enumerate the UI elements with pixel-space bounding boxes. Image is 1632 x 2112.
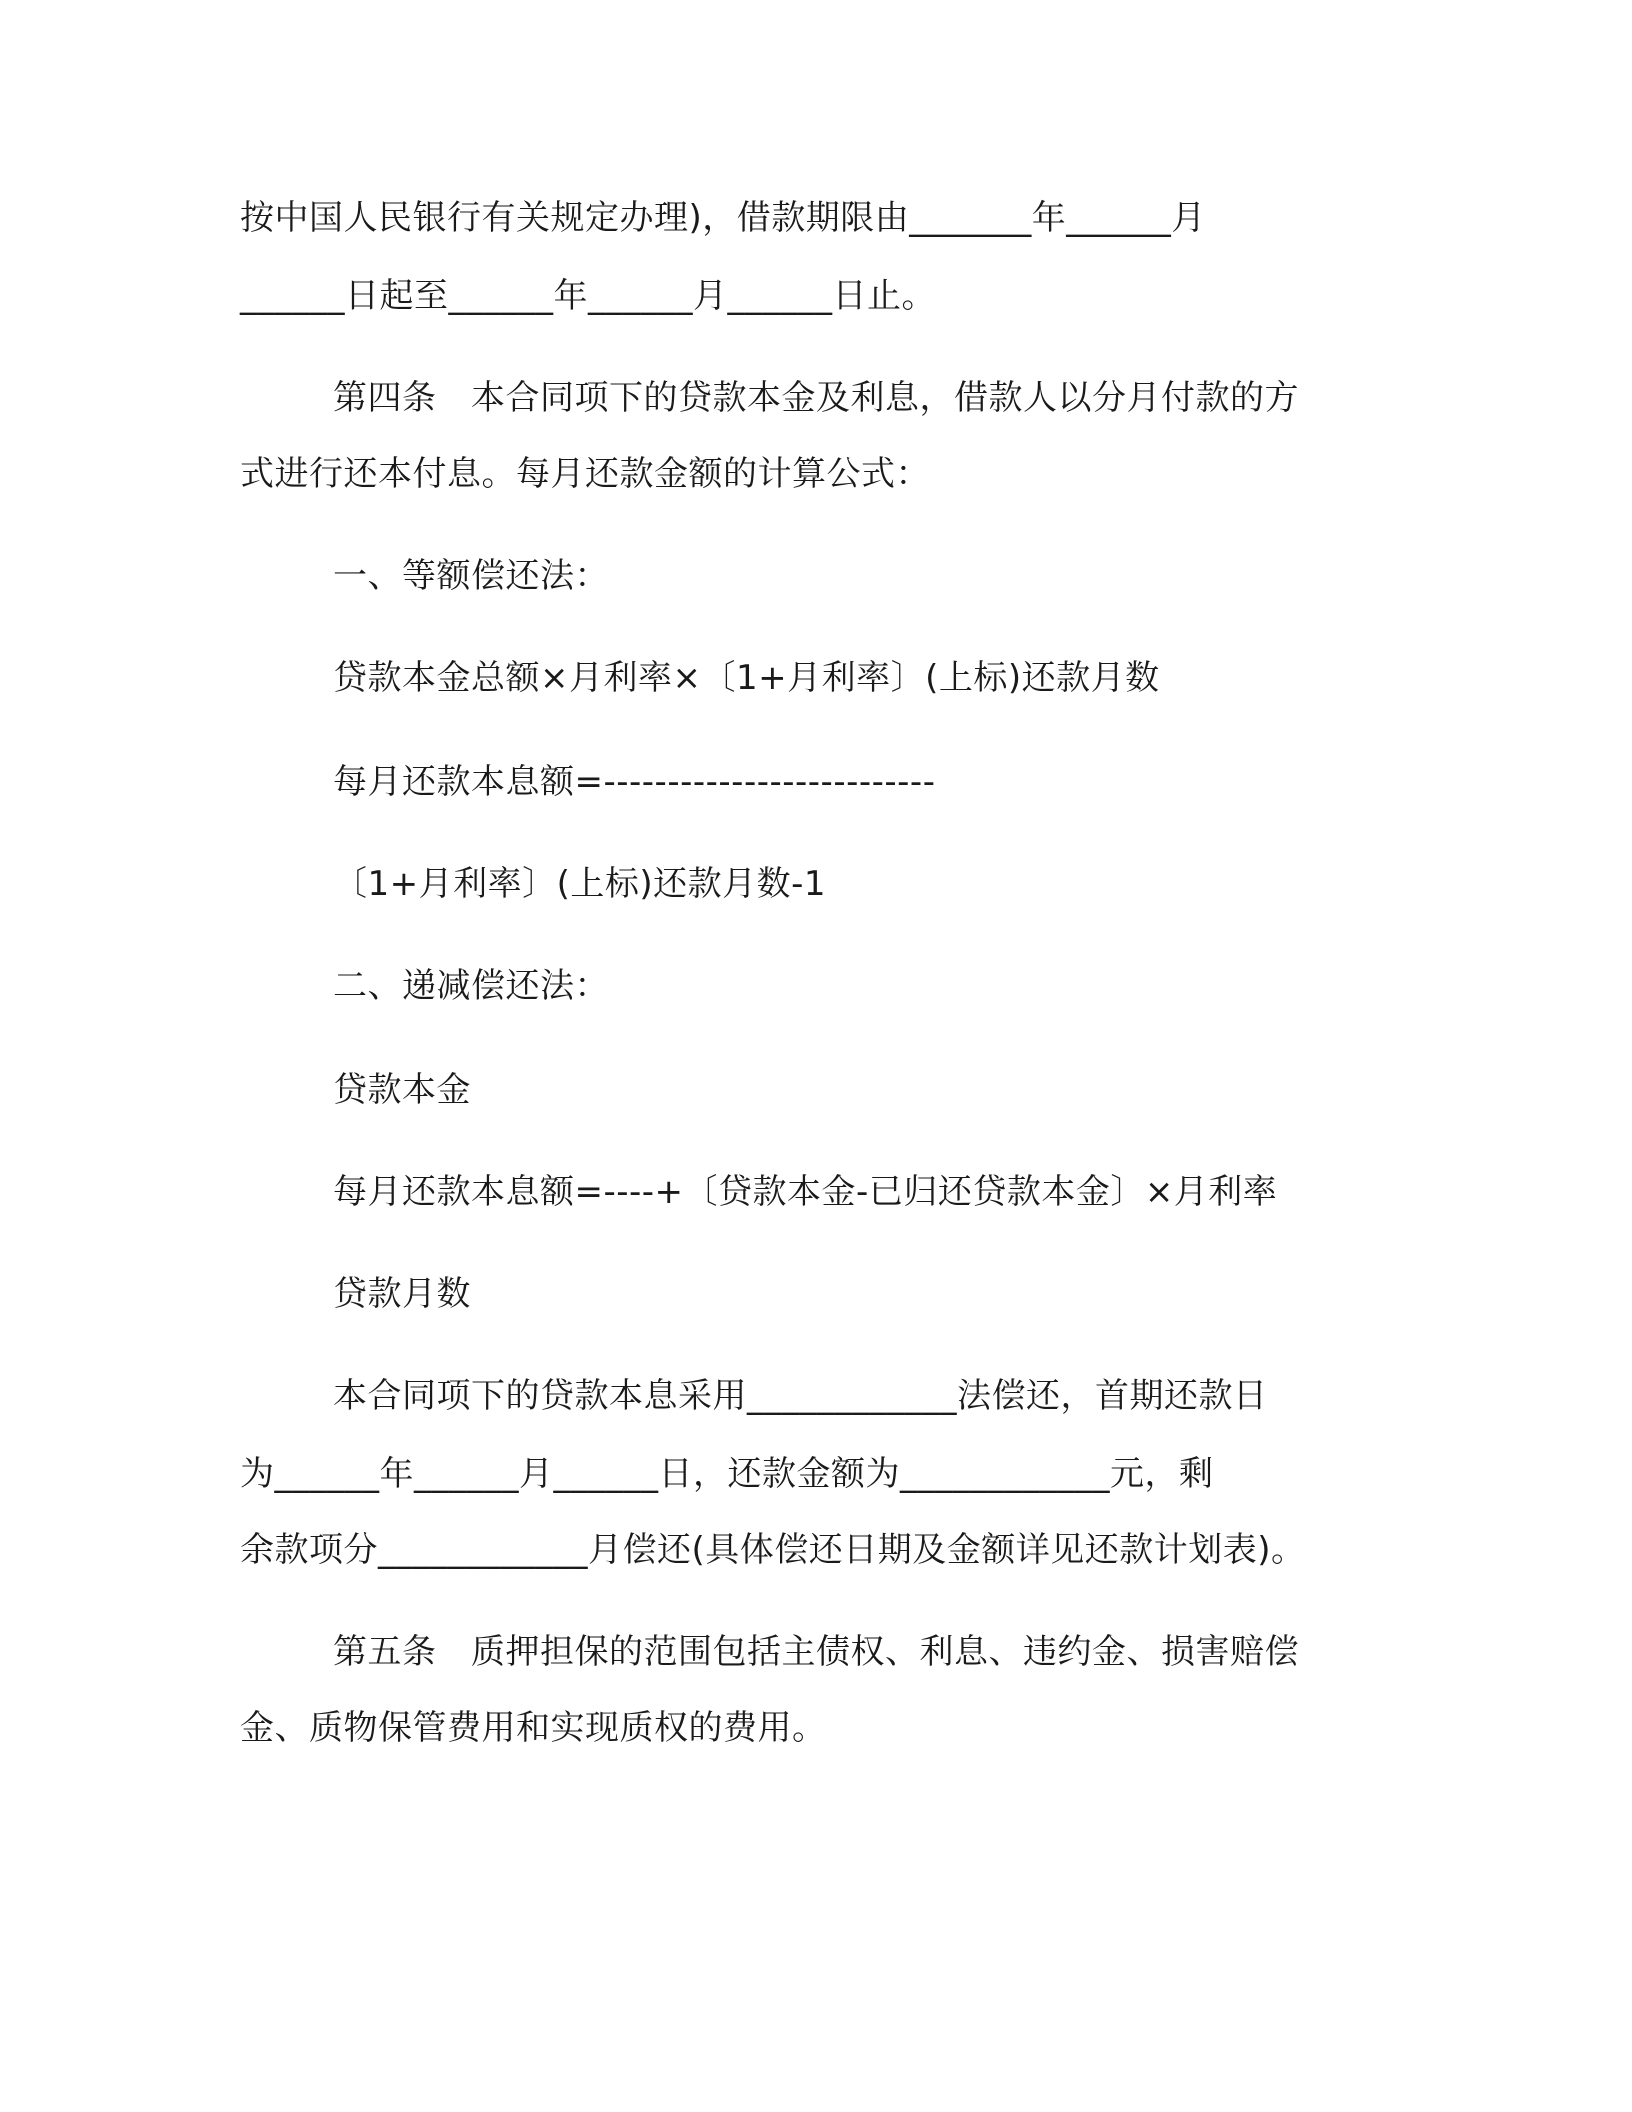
repayment-method-line: 本合同项下的贷款本息采用____________法偿还，首期还款日 [333, 1376, 1268, 1416]
method-2-formula-denominator: 贷款月数 [333, 1274, 471, 1314]
method-1-formula-numerator: 贷款本金总额×月利率×〔1+月利率〕(上标)还款月数 [333, 658, 1160, 698]
text-line-loan-term-end: ______日起至______年______月______日止。 [240, 276, 936, 316]
first-repayment-line: 为______年______月______日，还款金额为____________元，剩 [240, 1454, 1214, 1494]
method-2-heading: 二、递减偿还法： [333, 966, 609, 1006]
article-5-heading-line: 第五条 质押担保的范围包括主债权、利息、违约金、损害赔偿 [333, 1632, 1299, 1672]
article-4-heading-line: 第四条 本合同项下的贷款本金及利息，借款人以分月付款的方 [333, 378, 1299, 418]
method-2-formula-lhs: 每月还款本息额=----+〔贷款本金-已归还贷款本金〕×月利率 [333, 1172, 1278, 1212]
text-line-loan-term: 按中国人民银行有关规定办理)，借款期限由_______年______月 [240, 198, 1206, 238]
article-5-continuation-line: 金、质物保管费用和实现质权的费用。 [240, 1708, 827, 1748]
method-1-formula-denominator: 〔1+月利率〕(上标)还款月数-1 [333, 864, 827, 904]
method-2-formula-numerator: 贷款本金 [333, 1070, 471, 1110]
method-1-formula-lhs: 每月还款本息额=-------------------------- [333, 762, 936, 802]
method-1-heading: 一、等额偿还法： [333, 556, 609, 596]
article-4-continuation-line: 式进行还本付息。每月还款金额的计算公式： [240, 454, 930, 494]
remaining-repayment-line: 余款项分____________月偿还(具体偿还日期及金额详见还款计划表)。 [240, 1530, 1306, 1570]
